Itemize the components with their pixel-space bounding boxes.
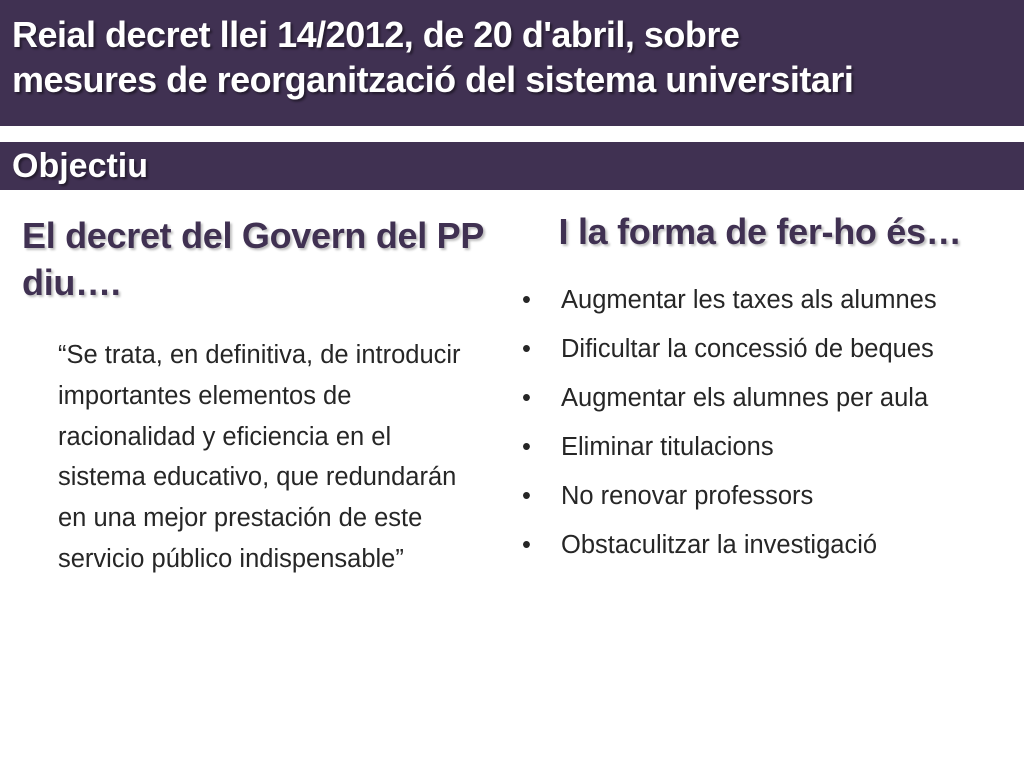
list-item <box>522 476 1022 516</box>
title-bar <box>0 0 1024 126</box>
list-item-text: Augmentar els alumnes per aula <box>561 384 929 412</box>
list-item-text: Augmentar les taxes als alumnes <box>561 286 937 314</box>
section-subtitle: Objectiu <box>12 147 149 185</box>
list-item-text: No renovar professors <box>561 482 814 510</box>
bullet-icon: • <box>522 433 531 461</box>
right-column-heading: I la forma de fer-ho és… <box>558 211 962 252</box>
list-item-text: Eliminar titulacions <box>561 433 774 461</box>
bullet-icon: • <box>522 531 531 559</box>
list-item <box>522 378 1022 418</box>
bullet-icon: • <box>522 335 531 363</box>
slide-title: Reial decret llei 14/2012, de 20 d'abril, sobre mesures de reorganització del sistema universitari <box>12 14 854 100</box>
list-item <box>522 427 1022 467</box>
list-item-text: Obstaculitzar la investigació <box>561 531 878 559</box>
list-item <box>522 329 1022 369</box>
bullet-icon: • <box>522 384 531 412</box>
decree-quote: “Se trata, en definitiva, de introducir importantes elementos de racionalidad y eficiencia en el sistema educativo, que redundarán en una mejor prestación de este servicio público indispensable” <box>58 341 461 573</box>
list-item <box>522 280 1022 320</box>
list-item-text: Dificultar la concessió de beques <box>561 335 934 363</box>
subtitle-bar <box>0 142 1024 190</box>
left-column-heading: El decret del Govern del PP diu…. <box>22 215 484 303</box>
consequences-list <box>522 280 1022 574</box>
list-item <box>522 525 1022 565</box>
bullet-icon: • <box>522 286 531 314</box>
bullet-icon: • <box>522 482 531 510</box>
